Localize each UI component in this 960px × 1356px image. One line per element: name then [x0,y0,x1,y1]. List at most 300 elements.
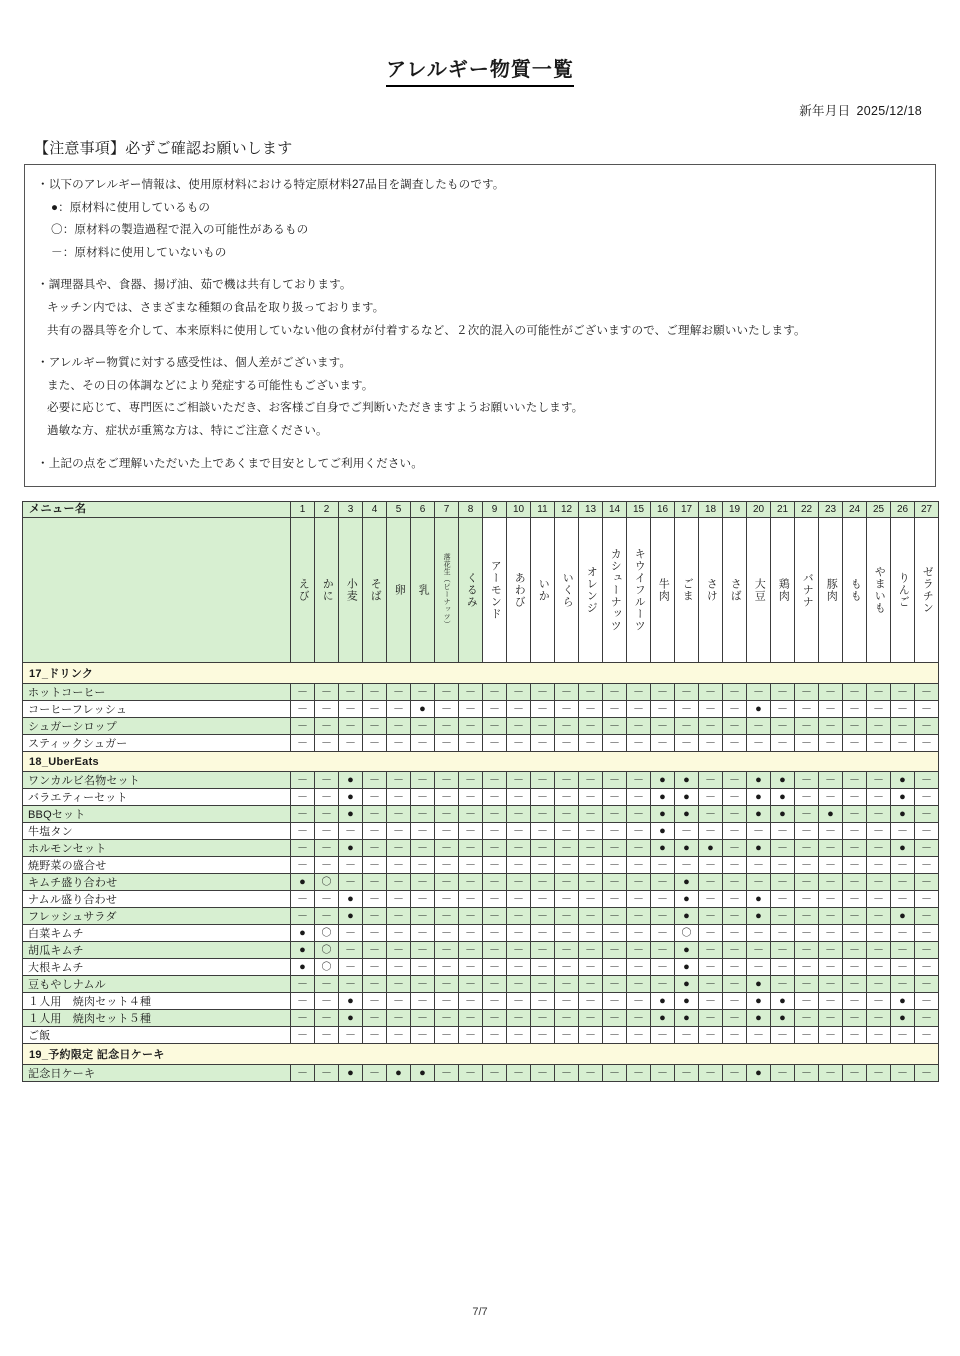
allergen-symbol: － [633,893,644,906]
allergen-cell-6 [411,925,435,942]
allergen-symbol: － [369,893,380,906]
allergen-cell-15 [627,1010,651,1027]
allergen-symbol: － [513,720,524,733]
allergen-symbol: － [777,910,788,923]
allergen-label: バナナ [801,572,814,609]
allergen-symbol: － [561,910,572,923]
allergen-cell-24 [843,1027,867,1044]
notice-line: ・以下のアレルギー情報は、使用原材料における特定原材料27品目を調査したものです。 [37,178,505,191]
allergen-cell-15 [627,976,651,993]
allergen-symbol: － [297,720,308,733]
allergen-cell-26 [891,891,915,908]
allergen-cell-12 [555,840,579,857]
allergen-symbol: － [681,720,692,733]
allergen-cell-12 [555,874,579,891]
allergen-cell-24 [843,925,867,942]
allergen-cell-12 [555,772,579,789]
menu-item-name: 胡瓜キムチ [23,942,291,959]
table-section-row [23,1044,939,1065]
allergen-cell-23 [819,1065,843,1082]
allergen-header-15 [627,518,651,663]
allergen-symbol: － [609,944,620,957]
allergen-symbol: － [561,859,572,872]
allergen-cell-13 [579,857,603,874]
table-row [23,993,939,1010]
allergen-cell-2 [315,891,339,908]
allergen-cell-9 [483,993,507,1010]
allergen-symbol: － [825,686,836,699]
allergen-cell-25 [867,959,891,976]
allergen-symbol: － [873,1067,884,1080]
allergen-symbol: － [489,737,500,750]
allergen-label: ゼラチン [921,566,934,615]
allergen-cell-2 [315,908,339,925]
allergen-symbol: － [321,1067,332,1080]
allergen-symbol: － [825,876,836,889]
allergen-symbol: ● [347,1067,354,1080]
allergen-symbol: － [849,686,860,699]
allergen-symbol: － [921,1067,932,1080]
allergen-cell-8 [459,1010,483,1027]
allergen-cell-25 [867,789,891,806]
allergen-cell-7 [435,908,459,925]
allergen-symbol: － [417,927,428,940]
allergen-cell-23 [819,959,843,976]
allergen-cell-26 [891,942,915,959]
allergen-symbol: － [537,774,548,787]
allergen-symbol: － [393,1012,404,1025]
allergen-symbol: － [585,978,596,991]
allergen-symbol: － [609,791,620,804]
allergen-cell-4 [363,772,387,789]
allergen-symbol: － [465,774,476,787]
allergen-cell-23 [819,840,843,857]
allergen-symbol: － [777,961,788,974]
allergen-cell-7 [435,1065,459,1082]
allergen-symbol: － [417,859,428,872]
allergen-cell-6 [411,874,435,891]
allergen-symbol: － [897,944,908,957]
allergen-cell-11 [531,959,555,976]
allergen-cell-5 [387,684,411,701]
allergen-cell-9 [483,701,507,718]
allergen-number-19: 19 [723,502,747,518]
allergen-symbol: － [609,927,620,940]
allergen-symbol: － [825,1029,836,1042]
table-row [23,891,939,908]
notice-spacer [37,342,923,352]
allergen-symbol: － [753,686,764,699]
allergen-cell-26 [891,993,915,1010]
allergen-symbol: － [609,1012,620,1025]
allergen-cell-16 [651,1027,675,1044]
allergen-cell-21 [771,891,795,908]
allergen-symbol: － [825,774,836,787]
allergen-symbol: － [801,995,812,1008]
allergen-symbol: － [897,859,908,872]
allergen-symbol: － [873,944,884,957]
allergen-cell-4 [363,789,387,806]
allergen-symbol: － [633,1067,644,1080]
allergen-symbol: － [585,825,596,838]
allergen-cell-16 [651,1010,675,1027]
allergen-symbol: － [801,774,812,787]
allergen-cell-18 [699,925,723,942]
allergen-cell-14 [603,959,627,976]
allergen-symbol: － [753,720,764,733]
allergen-cell-27 [915,1010,939,1027]
allergen-symbol: － [897,737,908,750]
allergen-cell-20 [747,772,771,789]
allergen-cell-24 [843,806,867,823]
table-row [23,701,939,718]
allergen-label: いくら [561,572,574,609]
allergen-symbol: － [465,1067,476,1080]
allergen-cell-4 [363,806,387,823]
allergen-symbol: － [729,720,740,733]
allergen-number-20: 20 [747,502,771,518]
allergen-symbol: － [657,686,668,699]
allergen-cell-3 [339,976,363,993]
allergen-symbol: － [561,774,572,787]
allergen-cell-4 [363,840,387,857]
allergen-symbol: － [585,808,596,821]
allergen-symbol: － [537,927,548,940]
allergen-symbol: ● [779,791,786,804]
menu-item-name: ナムル盛り合わせ [23,891,291,908]
allergen-symbol: － [321,791,332,804]
allergen-symbol: － [513,1067,524,1080]
allergen-symbol: － [897,720,908,733]
allergen-cell-4 [363,718,387,735]
allergen-cell-27 [915,993,939,1010]
allergen-symbol: － [489,825,500,838]
allergen-cell-8 [459,925,483,942]
allergen-symbol: － [873,720,884,733]
allergen-cell-3 [339,806,363,823]
allergen-symbol: － [537,995,548,1008]
allergen-symbol: － [849,927,860,940]
allergen-cell-11 [531,1010,555,1027]
allergen-cell-27 [915,942,939,959]
allergen-symbol: － [513,927,524,940]
allergen-symbol: － [441,737,452,750]
table-row [23,857,939,874]
allergen-symbol: － [705,1012,716,1025]
allergen-label: ごま [681,578,694,603]
allergen-symbol: ● [899,1012,906,1025]
allergen-cell-15 [627,806,651,823]
allergen-cell-2 [315,701,339,718]
allergen-symbol: － [297,995,308,1008]
allergen-symbol: － [321,686,332,699]
allergen-cell-4 [363,993,387,1010]
allergen-symbol: － [777,825,788,838]
allergen-symbol: － [297,774,308,787]
allergen-symbol: － [417,910,428,923]
allergen-symbol: － [465,859,476,872]
allergen-symbol: － [729,893,740,906]
allergen-cell-8 [459,1027,483,1044]
allergen-cell-26 [891,976,915,993]
allergen-symbol: － [897,825,908,838]
allergen-symbol: － [705,1067,716,1080]
allergen-cell-21 [771,942,795,959]
allergen-symbol: － [921,995,932,1008]
allergen-header-26 [891,518,915,663]
allergen-cell-5 [387,942,411,959]
allergen-symbol: － [801,842,812,855]
allergen-cell-13 [579,701,603,718]
allergen-symbol: － [849,703,860,716]
allergen-cell-16 [651,976,675,993]
allergen-symbol: － [825,842,836,855]
allergen-symbol: － [777,1029,788,1042]
allergen-symbol: － [729,737,740,750]
allergen-symbol: － [873,978,884,991]
document-date [22,101,938,119]
allergen-cell-17 [675,684,699,701]
allergen-symbol: － [849,808,860,821]
allergen-symbol: － [705,893,716,906]
allergen-symbol: － [393,703,404,716]
allergen-symbol: － [657,737,668,750]
allergen-header-2 [315,518,339,663]
allergen-symbol: － [465,825,476,838]
allergen-cell-12 [555,959,579,976]
menu-item-name: １人用 焼肉セット５種 [23,1010,291,1027]
allergen-number-1: 1 [291,502,315,518]
allergen-symbol: － [777,686,788,699]
allergen-cell-23 [819,684,843,701]
allergen-cell-8 [459,789,483,806]
allergen-symbol: － [801,893,812,906]
notice-line: 共有の器具等を介して、本来原料に使用していない他の食材が付着するなど、２次的混入の可能性がございますので、ご理解お願いいたします。 [47,323,806,337]
allergen-cell-3 [339,1010,363,1027]
allergen-symbol: － [513,876,524,889]
allergen-cell-10 [507,772,531,789]
allergen-symbol: － [633,944,644,957]
allergen-cell-23 [819,908,843,925]
allergen-cell-4 [363,874,387,891]
allergen-symbol: － [849,995,860,1008]
menu-item-name: ワンカルビ名物セット [23,772,291,789]
allergen-cell-8 [459,959,483,976]
allergen-symbol: － [393,791,404,804]
allergen-cell-3 [339,925,363,942]
allergen-symbol: － [537,859,548,872]
allergen-cell-1 [291,1010,315,1027]
allergen-symbol: － [465,961,476,974]
table-row [23,718,939,735]
allergen-cell-20 [747,942,771,959]
allergen-cell-7 [435,942,459,959]
allergen-cell-12 [555,1027,579,1044]
allergen-cell-23 [819,772,843,789]
allergen-cell-12 [555,942,579,959]
allergen-cell-19 [723,942,747,959]
allergen-cell-27 [915,701,939,718]
allergen-symbol: － [609,961,620,974]
allergen-cell-22 [795,823,819,840]
allergen-symbol: ● [299,961,306,974]
allergen-cell-22 [795,684,819,701]
allergen-symbol: ● [707,842,714,855]
allergen-symbol: － [729,876,740,889]
allergen-cell-16 [651,857,675,874]
allergen-symbol: － [705,686,716,699]
allergen-label: 落花生（ピーナッツ） [443,552,451,628]
allergen-cell-3 [339,772,363,789]
allergen-cell-13 [579,1010,603,1027]
allergen-cell-12 [555,789,579,806]
allergen-cell-1 [291,718,315,735]
allergen-cell-3 [339,684,363,701]
allergen-number-11: 11 [531,502,555,518]
allergen-symbol: － [633,808,644,821]
allergen-cell-13 [579,925,603,942]
allergen-cell-21 [771,789,795,806]
allergen-cell-8 [459,976,483,993]
allergen-cell-16 [651,840,675,857]
allergen-cell-13 [579,1065,603,1082]
allergen-symbol: ● [683,1012,690,1025]
allergen-cell-18 [699,823,723,840]
allergen-symbol: － [393,978,404,991]
allergen-symbol: ● [755,703,762,716]
allergen-cell-27 [915,806,939,823]
allergen-symbol: － [729,910,740,923]
allergen-symbol: － [345,1029,356,1042]
allergen-symbol: － [561,978,572,991]
allergen-symbol: － [585,859,596,872]
allergen-cell-18 [699,1065,723,1082]
allergen-symbol: － [297,978,308,991]
allergen-cell-22 [795,959,819,976]
allergen-cell-8 [459,942,483,959]
allergen-symbol: － [729,995,740,1008]
allergen-cell-16 [651,874,675,891]
allergen-symbol: － [417,876,428,889]
allergen-symbol: － [825,1012,836,1025]
allergen-symbol: － [297,1012,308,1025]
allergen-symbol: － [513,842,524,855]
allergen-cell-1 [291,959,315,976]
allergen-cell-22 [795,806,819,823]
allergen-symbol: － [297,686,308,699]
allergen-cell-14 [603,891,627,908]
allergen-cell-6 [411,840,435,857]
allergen-symbol: 〇 [681,928,692,940]
allergen-symbol: － [729,1029,740,1042]
allergen-cell-2 [315,1065,339,1082]
allergen-cell-9 [483,1065,507,1082]
allergen-symbol: － [729,961,740,974]
allergen-cell-19 [723,684,747,701]
allergen-cell-9 [483,891,507,908]
allergen-symbol: ● [683,774,690,787]
allergen-symbol: － [897,1067,908,1080]
table-row [23,1010,939,1027]
allergen-cell-7 [435,806,459,823]
allergen-cell-25 [867,684,891,701]
allergen-cell-15 [627,1027,651,1044]
allergen-cell-13 [579,789,603,806]
allergen-cell-24 [843,718,867,735]
allergen-cell-13 [579,684,603,701]
allergen-cell-27 [915,772,939,789]
allergen-header-16 [651,518,675,663]
allergen-cell-7 [435,959,459,976]
allergen-symbol: － [609,720,620,733]
allergen-symbol: － [561,703,572,716]
allergen-label: 豚肉 [825,578,838,603]
allergen-cell-27 [915,823,939,840]
allergen-cell-27 [915,718,939,735]
allergen-symbol: － [441,686,452,699]
allergen-cell-13 [579,1027,603,1044]
allergen-cell-19 [723,959,747,976]
allergen-cell-13 [579,772,603,789]
allergen-cell-24 [843,735,867,752]
allergen-symbol: － [729,774,740,787]
allergen-cell-11 [531,891,555,908]
allergen-cell-18 [699,772,723,789]
allergen-symbol: － [489,791,500,804]
allergen-cell-12 [555,806,579,823]
allergen-cell-11 [531,874,555,891]
allergen-cell-11 [531,735,555,752]
allergen-symbol: ● [827,808,834,821]
allergen-symbol: － [585,910,596,923]
allergen-label: えび [297,578,310,603]
allergen-symbol: － [441,1067,452,1080]
allergen-symbol: － [417,1029,428,1042]
allergen-cell-2 [315,942,339,959]
allergen-symbol: － [369,842,380,855]
allergen-name-row [23,518,939,663]
allergen-symbol: － [705,876,716,889]
allergen-symbol: － [561,995,572,1008]
allergen-symbol: － [513,893,524,906]
allergen-cell-6 [411,701,435,718]
allergen-cell-23 [819,857,843,874]
table-row [23,806,939,823]
allergen-symbol: － [441,859,452,872]
table-row [23,925,939,942]
allergen-symbol: － [369,1067,380,1080]
allergen-cell-25 [867,874,891,891]
allergen-symbol: － [897,978,908,991]
allergen-symbol: － [489,995,500,1008]
allergen-cell-5 [387,993,411,1010]
allergen-number-12: 12 [555,502,579,518]
allergen-cell-16 [651,718,675,735]
allergen-symbol: － [609,910,620,923]
allergen-symbol: － [825,944,836,957]
allergen-label: くるみ [465,572,478,609]
allergen-symbol: － [465,927,476,940]
allergen-cell-17 [675,908,699,925]
allergen-cell-15 [627,891,651,908]
allergen-cell-25 [867,718,891,735]
allergen-symbol: － [921,703,932,716]
allergen-symbol: － [321,978,332,991]
allergen-cell-24 [843,874,867,891]
allergen-cell-26 [891,735,915,752]
allergen-symbol: － [537,737,548,750]
allergen-cell-17 [675,959,699,976]
